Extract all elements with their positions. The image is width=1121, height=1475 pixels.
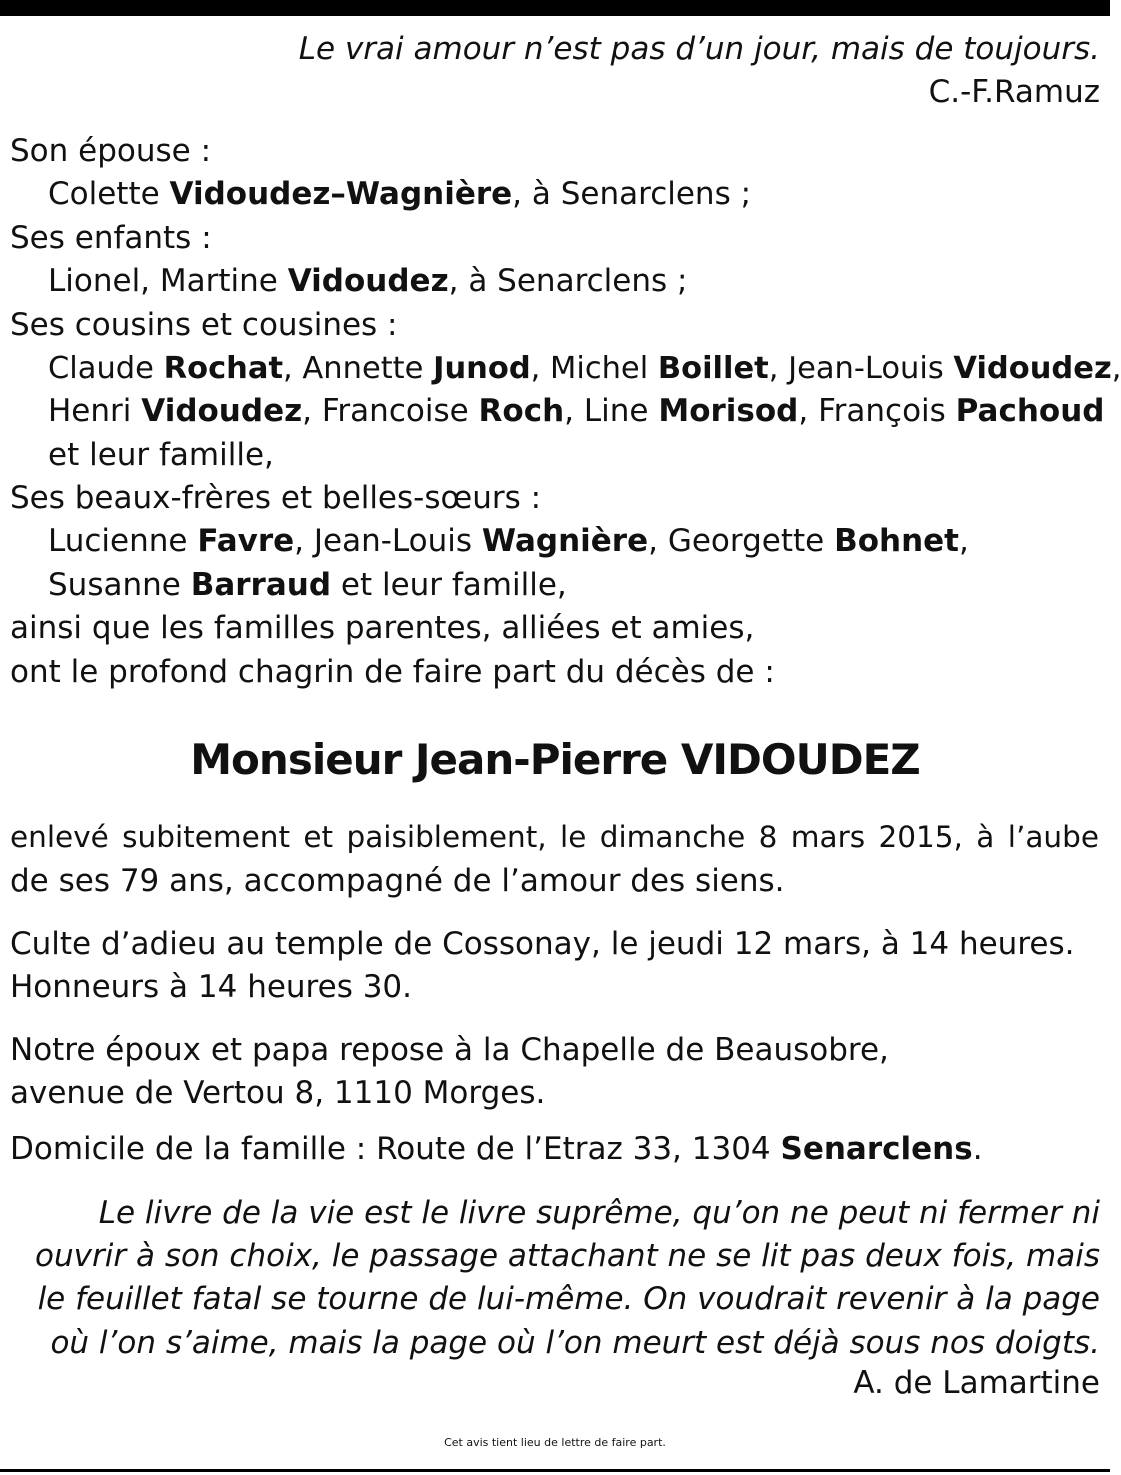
closing-quote-line-3: le feuillet fatal se tourne de lui-même. On voudrait revenir à la page [37,1281,1100,1317]
death-line-1: enlevé subitement et paisiblement, le dimanche 8 mars 2015, à l’aube [10,820,1099,854]
epigraph-author: C.-F.Ramuz [928,74,1100,110]
person-last-name: Barraud [190,567,332,603]
closing-quote-line-2: ouvrir à son choix, le passage attachant ne se lit pas deux fois, mais [35,1238,1100,1274]
person-last-name: Bohnet [834,523,959,559]
person-suffix: , [302,393,322,429]
person-first-name: Michel [550,351,658,386]
person-last-name: Pachoud [955,393,1105,429]
person-suffix: , [768,351,789,386]
person-last-name: Rochat [163,351,284,386]
person-first-name: Lionel, Martine [48,263,288,299]
domicile-address: Domicile de la famille : Route de l’Etraz 33, 1304 [10,1131,781,1167]
person-last-name: Vidoudez [953,351,1112,386]
person-first-name: Colette [48,176,170,212]
children-heading: Ses enfants : [10,220,212,256]
person-suffix: , [564,393,584,429]
person-last-name: Wagnière [481,523,649,559]
others-line: ainsi que les familles parentes, alliées et amies, [10,610,755,646]
epigraph-quote: Le vrai amour n’est pas d’un jour, mais de toujours. [298,31,1100,67]
cousins-end: et leur famille, [48,437,274,473]
rest-line-2: avenue de Vertou 8, 1110 Morges. [10,1075,546,1111]
children-entry [48,260,687,304]
person-first-name: Jean-Louis [313,523,482,559]
cousins-line-2 [48,390,1104,434]
person-first-name: Francoise [321,393,479,429]
closing-quote-line-4: où l’on s’aime, mais la page où l’on meurt est déjà sous nos doigts. [50,1325,1100,1361]
rest-line-1: Notre époux et papa repose à la Chapelle de Beausobre, [10,1032,889,1068]
closing-quote-line-1: Le livre de la vie est le livre suprême, qu’on ne peut ni fermer ni [98,1195,1100,1231]
person-suffix: , à Senarclens ; [512,176,752,212]
cousins-line-1 [48,347,1121,391]
person-last-name: Morisod [658,393,799,429]
service-line-1: Culte d’adieu au temple de Cossonay, le jeudi 12 mars, à 14 heures. [10,926,1075,962]
domicile-town: Senarclens [780,1131,973,1167]
spouse-heading: Son épouse : [10,133,212,169]
domicile-line [10,1128,983,1172]
person-first-name: Susanne [48,567,191,603]
person-last-name: Junod [433,351,531,386]
person-first-name: Claude [48,351,164,386]
person-first-name: Georgette [667,523,835,559]
top-border-rule [0,0,1110,16]
announce-line: ont le profond chagrin de faire part du décès de : [10,654,775,690]
closing-quote-author: A. de Lamartine [853,1365,1100,1401]
person-suffix: , [648,523,668,559]
person-last-name: Roch [478,393,565,429]
bottom-border-rule [0,1469,1110,1472]
person-suffix: , [283,351,303,386]
person-suffix: , [798,393,819,429]
person-last-name: Vidoudez [287,263,449,299]
person-last-name: Favre [197,523,295,559]
person-last-name: Vidoudez [141,393,303,429]
person-suffix: , [294,523,314,559]
spouse-entry [48,173,751,217]
person-first-name: François [818,393,956,429]
inlaws-line-2 [48,564,567,608]
death-line-2: de ses 79 ans, accompagné de l’amour des siens. [10,863,785,899]
person-last-name: Boillet [657,351,769,386]
deceased-name: Monsieur Jean-Pierre VIDOUDEZ [190,735,920,784]
person-first-name: Lucienne [48,523,198,559]
person-suffix: , [530,351,551,386]
person-first-name: Annette [302,351,434,386]
person-suffix: , à Senarclens ; [448,263,688,299]
footer-note: Cet avis tient lieu de lettre de faire part. [444,1436,666,1449]
person-first-name: Henri [48,393,142,429]
person-last-name: Vidoudez–Wagnière [169,176,513,212]
inlaws-line-1 [48,520,969,564]
service-line-2: Honneurs à 14 heures 30. [10,969,413,1005]
inlaws-heading: Ses beaux-frères et belles-sœurs : [10,480,542,516]
person-suffix: et leur famille, [331,567,567,603]
person-suffix: , [1111,351,1121,386]
domicile-end: . [972,1131,983,1167]
person-first-name: Line [583,393,659,429]
person-suffix: , [959,523,969,559]
cousins-heading: Ses cousins et cousines : [10,307,398,343]
person-first-name: Jean-Louis [788,351,954,386]
